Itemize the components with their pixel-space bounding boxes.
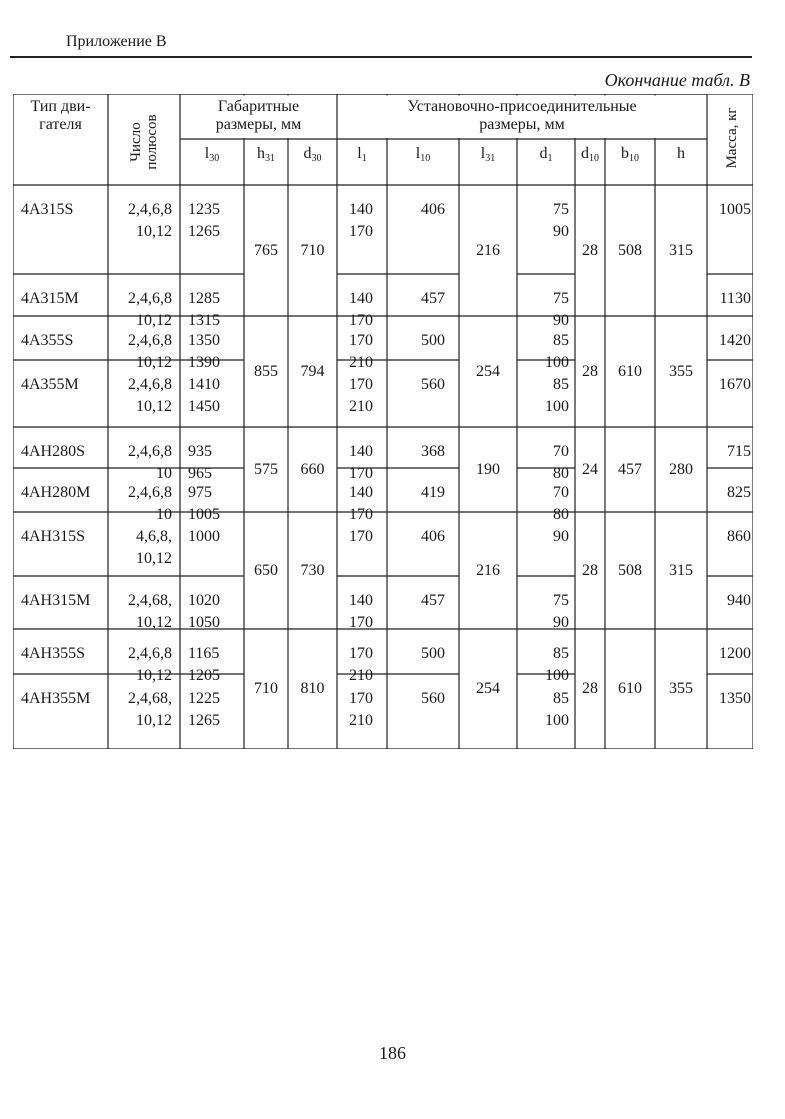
col-header-b10 <box>605 145 655 168</box>
cell-l30: 1265 <box>188 712 220 729</box>
cell-poles: 2,4,6,8 <box>128 645 172 662</box>
col-header-subscript: 10 <box>629 153 639 164</box>
page-number: 186 <box>379 1043 406 1063</box>
cell-d1: 100 <box>545 667 569 684</box>
cell-l31: 216 <box>476 242 500 259</box>
cell-l31: 254 <box>476 363 500 380</box>
col-header-subscript: 30 <box>311 153 322 164</box>
cell-l1: 170 <box>349 312 373 329</box>
cell-l1: 170 <box>349 223 373 240</box>
cell-l30: 1165 <box>188 645 220 662</box>
col-header-d10 <box>575 145 605 168</box>
col-header-subscript: 31 <box>265 153 275 164</box>
col-header-symbol: l <box>480 145 486 162</box>
cell-d1: 90 <box>553 312 569 329</box>
cell-d1: 100 <box>545 398 569 415</box>
col-header-mass: Масса, кг <box>724 107 740 169</box>
cell-d10: 28 <box>582 242 598 259</box>
cell-poles: 2,4,6,8 <box>128 376 172 393</box>
cell-poles: 10 <box>156 465 172 482</box>
cell-d10: 28 <box>582 363 598 380</box>
cell-l30: 1315 <box>188 312 220 329</box>
cell-l10: 500 <box>421 645 445 662</box>
cell-l30: 1000 <box>188 528 220 545</box>
cell-type: 4АН315М <box>21 592 91 609</box>
cell-poles: 10,12 <box>136 550 172 567</box>
cell-l31: 190 <box>476 461 500 478</box>
cell-d1: 70 <box>553 443 569 460</box>
col-header-l1 <box>337 145 387 168</box>
cell-l10: 457 <box>421 290 445 307</box>
cell-poles: 2,4,6,8 <box>128 201 172 218</box>
cell-poles: 2,4,68, <box>128 592 172 609</box>
col-header-h31 <box>244 145 288 168</box>
cell-l10: 419 <box>421 484 445 501</box>
table-continuation-label: Окончание табл. В <box>604 70 750 90</box>
cell-d30: 730 <box>300 562 325 579</box>
cell-poles: 2,4,6,8 <box>128 290 172 307</box>
cell-d1: 85 <box>553 645 569 662</box>
cell-l1: 140 <box>349 484 373 501</box>
cell-mass: 1005 <box>719 201 751 218</box>
col-header-symbol: l <box>204 145 210 162</box>
cell-d1: 90 <box>553 614 569 631</box>
cell-h31: 765 <box>254 242 278 259</box>
col-header-ustanov: Установочно-присоединительные размеры, мм <box>407 98 637 133</box>
cell-l1: 170 <box>349 690 373 707</box>
header-rule <box>10 56 752 58</box>
cell-l30: 1350 <box>188 332 220 349</box>
col-header-gabarit: Габаритные размеры, мм <box>215 98 302 133</box>
col-header-symbol: d <box>539 145 548 162</box>
col-header-symbol: d <box>581 145 589 162</box>
cell-l10: 406 <box>421 528 445 545</box>
cell-l1: 140 <box>349 201 373 218</box>
cell-d1: 85 <box>553 690 569 707</box>
cell-mass: 1420 <box>719 332 751 349</box>
cell-l1: 170 <box>349 506 373 523</box>
cell-l1: 140 <box>349 290 373 307</box>
cell-poles: 2,4,6,8 <box>128 332 172 349</box>
col-header-subscript: 10 <box>420 153 431 164</box>
cell-poles: 4,6,8, <box>136 528 172 545</box>
cell-mass: 1670 <box>719 376 751 393</box>
col-header-type: Тип дви- гателя <box>30 98 91 133</box>
cell-h: 355 <box>669 680 693 697</box>
cell-l30: 1265 <box>188 223 220 240</box>
cell-l10: 368 <box>421 443 445 460</box>
cell-h31: 855 <box>254 363 278 380</box>
cell-l1: 210 <box>349 667 373 684</box>
cell-l1: 210 <box>349 712 373 729</box>
cell-mass: 1130 <box>719 290 751 307</box>
cell-poles: 10 <box>156 506 172 523</box>
cell-d1: 80 <box>553 465 569 482</box>
cell-b10: 610 <box>618 363 642 380</box>
cell-poles: 10,12 <box>136 354 172 371</box>
motor-dimensions-table <box>13 94 753 749</box>
cell-l10: 560 <box>421 690 445 707</box>
cell-d10: 24 <box>582 461 598 478</box>
cell-l30: 1225 <box>188 690 220 707</box>
cell-poles: 10,12 <box>136 667 172 684</box>
cell-h31: 575 <box>254 461 278 478</box>
cell-l30: 965 <box>188 465 212 482</box>
col-header-symbol: h <box>257 145 265 162</box>
cell-b10: 508 <box>618 562 642 579</box>
cell-l1: 140 <box>349 443 373 460</box>
cell-mass: 825 <box>727 484 751 501</box>
cell-type: 4А355S <box>21 332 74 349</box>
cell-d1: 100 <box>545 712 569 729</box>
cell-type: 4А315S <box>21 201 74 218</box>
cell-b10: 508 <box>618 242 642 259</box>
cell-l10: 457 <box>421 592 445 609</box>
cell-poles: 10,12 <box>136 712 172 729</box>
col-header-l31 <box>459 145 517 168</box>
col-header-h: h <box>677 145 685 162</box>
col-header-d1 <box>517 145 575 168</box>
col-header-l10 <box>387 145 459 168</box>
cell-d1: 100 <box>545 354 569 371</box>
cell-d1: 90 <box>553 528 569 545</box>
cell-l30: 975 <box>188 484 212 501</box>
cell-l30: 1410 <box>188 376 220 393</box>
cell-l30: 1390 <box>188 354 220 371</box>
cell-type: 4А315М <box>21 290 79 307</box>
cell-l1: 170 <box>349 614 373 631</box>
cell-l31: 254 <box>476 680 500 697</box>
cell-mass: 860 <box>727 528 751 545</box>
col-header-symbol: l <box>357 145 362 162</box>
cell-l30: 1450 <box>188 398 220 415</box>
col-header-subscript: 1 <box>361 153 367 164</box>
cell-l1: 210 <box>349 354 373 371</box>
cell-type: 4АН315S <box>21 528 86 545</box>
cell-l31: 216 <box>476 562 500 579</box>
cell-l30: 1005 <box>188 506 220 523</box>
cell-l1: 170 <box>349 645 373 662</box>
cell-d30: 794 <box>300 363 325 380</box>
cell-b10: 457 <box>618 461 642 478</box>
col-header-poles: Число полюсов <box>128 114 160 170</box>
cell-l1: 170 <box>349 528 373 545</box>
cell-d30: 710 <box>300 242 325 259</box>
cell-d10: 28 <box>582 680 598 697</box>
cell-mass: 1350 <box>719 690 751 707</box>
cell-poles: 10,12 <box>136 398 172 415</box>
cell-type: 4АН280S <box>21 443 86 460</box>
cell-l30: 1020 <box>188 592 220 609</box>
cell-l10: 406 <box>421 201 445 218</box>
cell-poles: 10,12 <box>136 614 172 631</box>
cell-poles: 2,4,6,8 <box>128 443 172 460</box>
col-header-l30 <box>180 145 244 168</box>
cell-type: 4АН355М <box>21 690 91 707</box>
cell-l30: 1205 <box>188 667 220 684</box>
col-header-d30 <box>288 145 337 168</box>
cell-type: 4А355М <box>21 376 79 393</box>
cell-b10: 610 <box>618 680 642 697</box>
cell-d1: 70 <box>553 484 569 501</box>
cell-d10: 28 <box>582 562 598 579</box>
col-header-subscript: 31 <box>485 153 496 164</box>
cell-d1: 75 <box>553 290 569 307</box>
cell-l10: 560 <box>421 376 445 393</box>
cell-l10: 500 <box>421 332 445 349</box>
cell-h: 315 <box>669 562 693 579</box>
col-header-symbol: l <box>415 145 421 162</box>
col-header-subscript: 10 <box>589 153 599 164</box>
cell-l1: 140 <box>349 592 373 609</box>
cell-d30: 660 <box>300 461 325 478</box>
cell-l30: 1285 <box>188 290 220 307</box>
cell-poles: 10,12 <box>136 312 172 329</box>
col-header-symbol: b <box>621 145 629 162</box>
cell-h: 315 <box>669 242 693 259</box>
cell-l30: 1235 <box>188 201 220 218</box>
cell-d1: 90 <box>553 223 569 240</box>
cell-poles: 10,12 <box>136 223 172 240</box>
cell-mass: 715 <box>727 443 751 460</box>
appendix-title: Приложение В <box>66 33 167 50</box>
cell-type: 4АН355S <box>21 645 86 662</box>
cell-poles: 2,4,68, <box>128 690 172 707</box>
cell-d1: 75 <box>553 201 569 218</box>
cell-h: 280 <box>669 461 693 478</box>
cell-d1: 85 <box>553 332 569 349</box>
cell-l1: 170 <box>349 465 373 482</box>
col-header-symbol: d <box>303 145 312 162</box>
cell-h31: 650 <box>254 562 278 579</box>
cell-d1: 85 <box>553 376 569 393</box>
cell-mass: 1200 <box>719 645 751 662</box>
cell-d30: 810 <box>300 680 325 697</box>
cell-l30: 1050 <box>188 614 220 631</box>
cell-type: 4АН280М <box>21 484 91 501</box>
cell-poles: 2,4,6,8 <box>128 484 172 501</box>
cell-l1: 210 <box>349 398 373 415</box>
cell-l30: 935 <box>188 443 212 460</box>
cell-d1: 80 <box>553 506 569 523</box>
col-header-subscript: 1 <box>547 153 553 164</box>
cell-d1: 75 <box>553 592 569 609</box>
cell-mass: 940 <box>727 592 751 609</box>
cell-l1: 170 <box>349 376 373 393</box>
cell-h31: 710 <box>254 680 278 697</box>
cell-h: 355 <box>669 363 693 380</box>
col-header-subscript: 30 <box>209 153 220 164</box>
cell-l1: 170 <box>349 332 373 349</box>
